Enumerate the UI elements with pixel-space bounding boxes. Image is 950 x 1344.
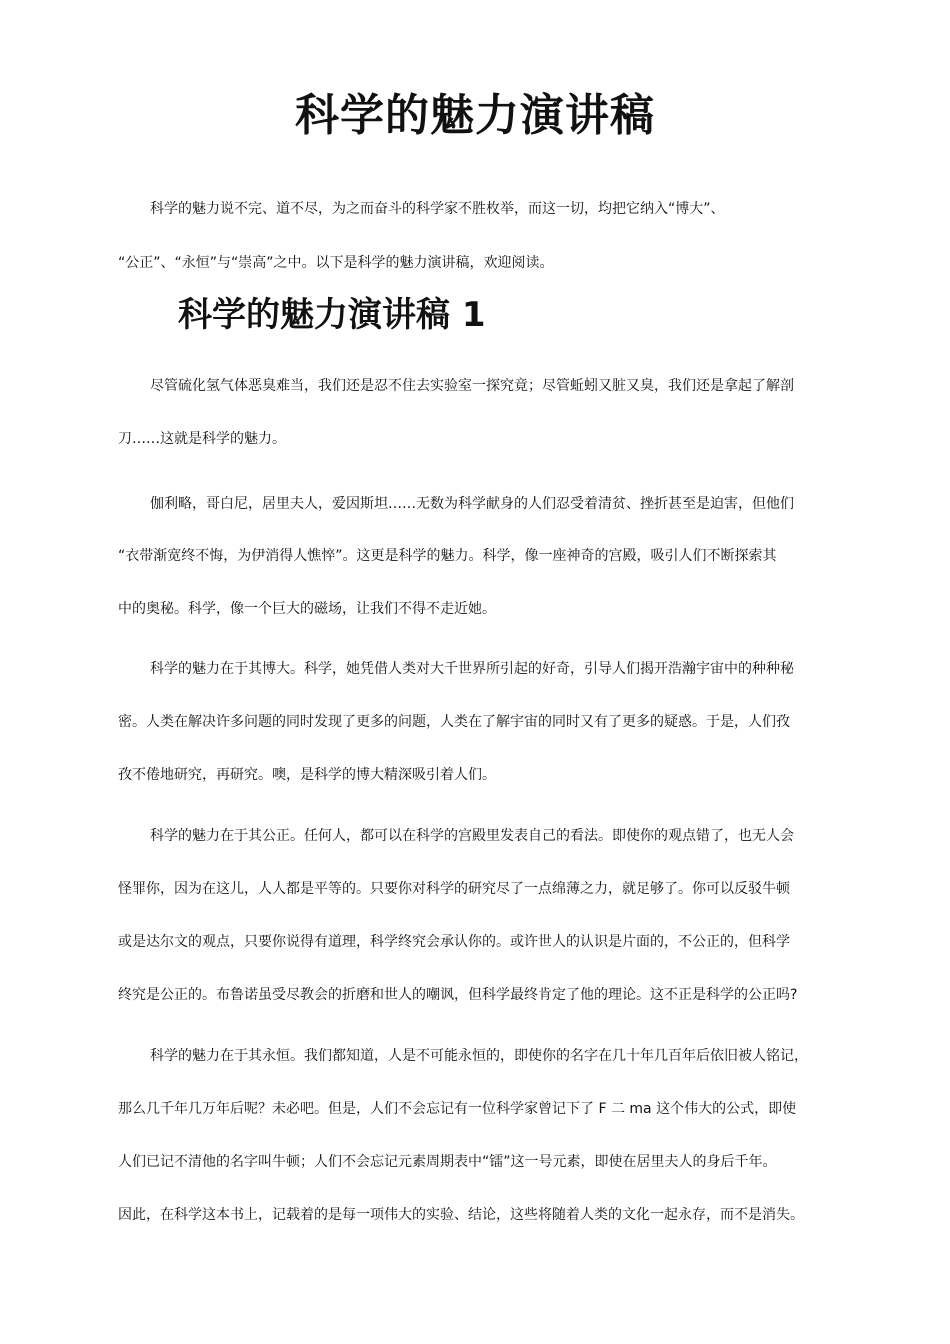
body-line: 那么几千年几万年后呢？未必吧。但是，人们不会忘记有一位科学家曾记下了 F 二 ma 这个伟大的公式，即使 — [118, 1101, 797, 1117]
body-line: 终究是公正的。布鲁诺虽受尽教会的折磨和世人的嘲讽，但科学最终肯定了他的理论。这不正是科学的公正吗? — [118, 987, 798, 1003]
body-line: 人们已记不清他的名字叫牛顿；人们不会忘记元素周期表中“镭”这一号元素，即使在居里夫人的身后千年。 — [118, 1154, 777, 1170]
body-line: 孜不倦地研究，再研究。噢，是科学的博大精深吸引着人们。 — [118, 767, 496, 783]
document-title: 科学的魅力演讲稿 — [295, 90, 655, 141]
body-line: 密。人类在解决许多问题的同时发现了更多的问题，人类在了解宇宙的同时又有了更多的疑惑。于是，人们孜 — [118, 714, 790, 730]
body-line: “衣带渐宽终不悔，为伊消得人憔悴”。这更是科学的魅力。科学，像一座神奇的宫殿，吸引人们不断探索其 — [118, 548, 777, 564]
section-heading: 科学的魅力演讲稿 1 — [178, 295, 486, 335]
body-line: 刀……这就是科学的魅力。 — [118, 431, 286, 447]
body-line: 因此，在科学这本书上，记载着的是每一项伟大的实验、结论，这些将随着人类的文化一起永存，而不是消失。 — [118, 1207, 804, 1223]
body-line: 中的奥秘。科学，像一个巨大的磁场，让我们不得不走近她。 — [118, 601, 496, 617]
intro-line: 科学的魅力说不完、道不尽，为之而奋斗的科学家不胜枚举，而这一切，均把它纳入“博大”、 — [150, 201, 725, 217]
body-line: 科学的魅力在于其永恒。我们都知道，人是不可能永恒的，即使你的名字在几十年几百年后依旧被人铭记， — [150, 1048, 808, 1064]
body-line: 或是达尔文的观点，只要你说得有道理，科学终究会承认你的。或许世人的认识是片面的，不公正的，但科学 — [118, 934, 790, 950]
body-line: 尽管硫化氢气体恶臭难当，我们还是忍不住去实验室一探究竟；尽管蚯蚓又脏又臭，我们还是拿起了解剖 — [150, 378, 794, 394]
body-line: 伽利略，哥白尼，居里夫人，爱因斯坦……无数为科学献身的人们忍受着清贫、挫折甚至是迫害，但他们 — [150, 496, 794, 512]
body-line: 怪罪你，因为在这儿，人人都是平等的。只要你对科学的研究尽了一点绵薄之力，就足够了。你可以反驳牛顿 — [118, 881, 790, 897]
body-line: 科学的魅力在于其博大。科学，她凭借人类对大千世界所引起的好奇，引导人们揭开浩瀚宇宙中的种种秘 — [150, 661, 794, 677]
intro-line: “公正”、“永恒”与“崇高”之中。以下是科学的魅力演讲稿，欢迎阅读。 — [118, 255, 554, 271]
body-line: 科学的魅力在于其公正。任何人，都可以在科学的宫殿里发表自己的看法。即使你的观点错了，也无人会 — [150, 828, 794, 844]
